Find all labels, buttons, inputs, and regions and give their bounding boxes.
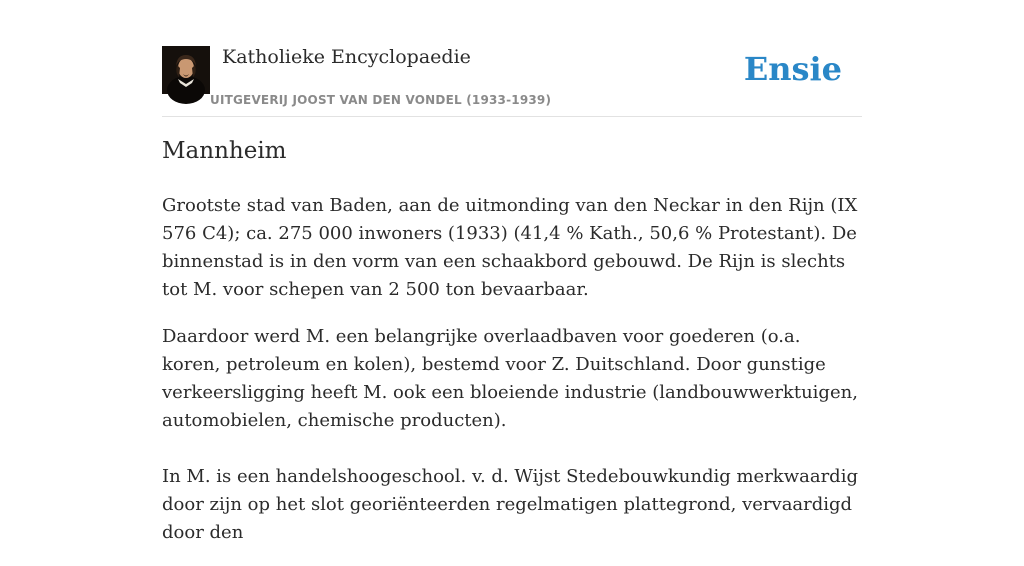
article-paragraph: Daardoor werd M. een belangrijke overlaadbaven voor goederen (o.a. koren, petroleum en kolen), bestemd voor Z. Duitschland. Door gunstige verkeersligging heeft M. ook een bloeiende industrie (landbouwwerktuigen, automobielen, chemische producten). [162, 326, 858, 431]
publication-title[interactable]: Katholieke Encyclopaedie [222, 46, 471, 68]
publisher-subtitle: UITGEVERIJ JOOST VAN DEN VONDEL (1933-1939) [210, 93, 552, 107]
portrait-avatar-icon [162, 46, 210, 94]
article-paragraph: Grootste stad van Baden, aan de uitmonding van den Neckar in den Rijn (IX 576 C4); ca. 275 000 inwoners (1933) (41,4 % Kath., 50,6 % Protestant). De binnenstad is in den vorm van een schaakbord gebouwd. De Rijn is slechts tot M. voor schepen van 2 500 ton bevaarbaar. [162, 195, 858, 300]
article-body [162, 192, 862, 566]
article-paragraph: In M. is een handelshoogeschool. v. d. Wijst Stedebouwkundig merkwaardig door zijn op het slot georiënteerden regelmatigen plattegrond, vervaardigd door den [162, 466, 858, 543]
ensie-logo-link[interactable]: Ensie [743, 50, 842, 88]
publication-header [162, 46, 862, 117]
article-title: Mannheim [162, 138, 287, 164]
